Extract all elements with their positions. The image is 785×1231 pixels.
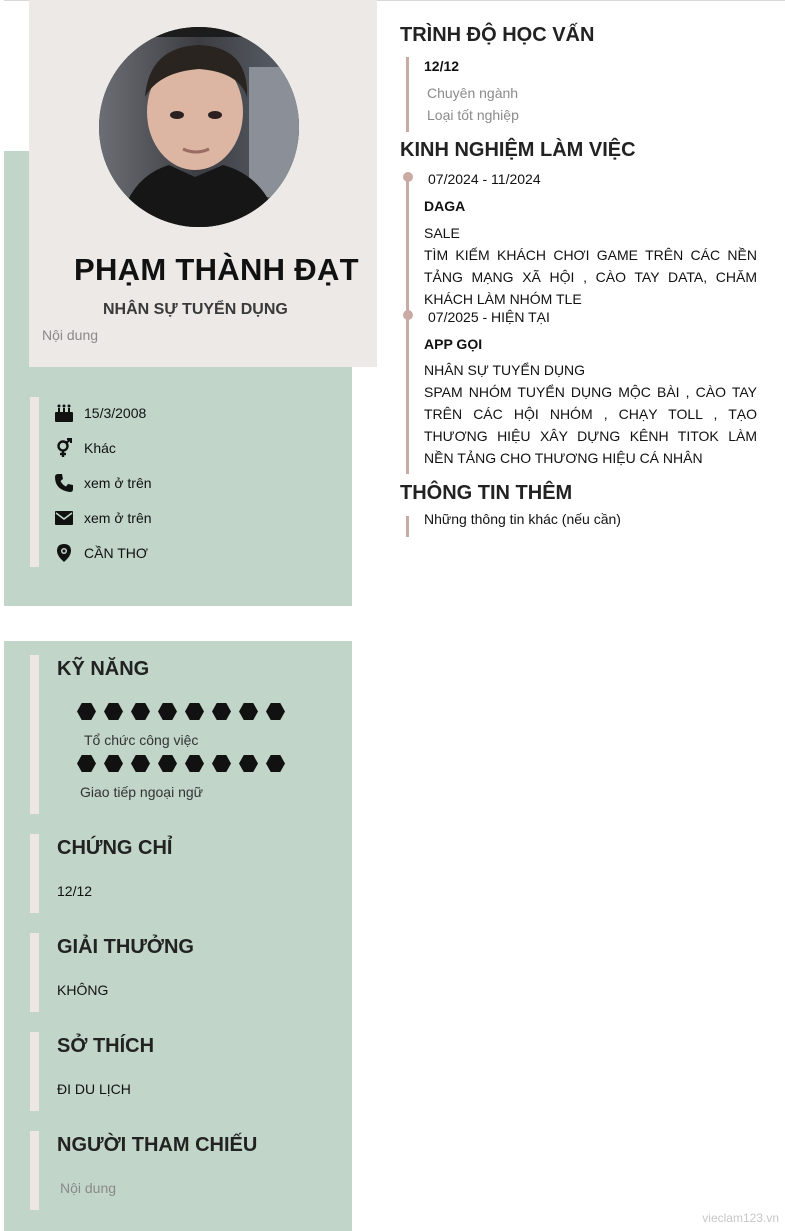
contact-accent-bar [30, 397, 39, 567]
skill-dot [158, 703, 177, 720]
contact-value: CẦN THƠ [84, 545, 148, 561]
education-school: 12/12 [424, 58, 460, 74]
contact-value: Khác [84, 440, 116, 456]
timeline-dot [403, 172, 413, 182]
awards-title: GIẢI THƯỞNG [57, 936, 194, 958]
experience-title: KINH NGHIỆM LÀM VIỆC [400, 139, 636, 161]
gender-icon [54, 438, 74, 458]
references-accent-bar [30, 1131, 39, 1210]
skill-dot [185, 755, 204, 772]
skill-dot [77, 703, 96, 720]
timeline-dot [403, 310, 413, 320]
job-description: TÌM KIẾM KHÁCH CHƠI GAME TRÊN CÁC NỀN TẢNG MẠNG XÃ HỘI , CÀO TAY DATA, CHĂM KHÁCH LÀM NHÓM TLE [424, 247, 757, 307]
hobbies-value: ĐI DU LỊCH [57, 1081, 131, 1097]
skill-dot [266, 703, 285, 720]
avatar [99, 27, 299, 227]
awards-accent-bar [30, 933, 39, 1012]
avatar-photo [99, 27, 299, 227]
skill-dot [77, 755, 96, 772]
skill-name: Giao tiếp ngoại ngữ [80, 784, 204, 800]
candidate-name: PHẠM THÀNH ĐẠT [74, 252, 359, 287]
contact-email [54, 506, 152, 530]
job-company: DAGA [424, 198, 466, 214]
skill-dot [185, 703, 204, 720]
experience-timeline-bar [406, 175, 409, 474]
email-icon [54, 508, 74, 528]
education-grade: Loại tốt nghiệp [427, 107, 519, 123]
skill-dot [212, 755, 231, 772]
job-position: NHÂN SỰ TUYỂN DỤNG [424, 362, 586, 378]
phone-icon [54, 473, 74, 493]
hobbies-title: SỞ THÍCH [57, 1035, 155, 1057]
references-value: Nội dung [60, 1180, 117, 1196]
skill-dot [266, 755, 285, 772]
job-title: NHÂN SỰ TUYỂN DỤNG [103, 301, 288, 318]
job-company: APP GỌI [424, 336, 483, 352]
additional-title: THÔNG TIN THÊM [400, 482, 573, 504]
skill-dot [158, 755, 177, 772]
education-title: TRÌNH ĐỘ HỌC VẤN [400, 24, 595, 46]
education-timeline-bar [406, 57, 409, 132]
job-description: SPAM NHÓM TUYỂN DỤNG MỘC BÀI , CÀO TAY TRÊN CÁC HỘI NHÓM , CHẠY TOLL , TẠO THƯƠNG HIỆU XÂY DỰNG KÊNH TITOK LÀM NỀN TẢNG CHO THƯƠNG HIỆU CÁ NHÂN [424, 384, 757, 466]
contact-value: 15/3/2008 [84, 405, 147, 421]
job-position: SALE [424, 225, 460, 241]
certificates-title: CHỨNG CHỈ [57, 837, 173, 859]
contact-gender [54, 436, 116, 460]
skill-dot [239, 703, 258, 720]
skills-title: KỸ NĂNG [57, 658, 150, 680]
hobbies-accent-bar [30, 1032, 39, 1111]
contact-value: xem ở trên [84, 475, 152, 491]
certificates-accent-bar [30, 834, 39, 913]
skill-dot [104, 755, 123, 772]
job-period: 07/2024 - 11/2024 [428, 171, 541, 187]
job-period: 07/2025 - HIỆN TẠI [428, 309, 550, 325]
skill-rating-1 [77, 703, 285, 720]
contact-address [54, 541, 148, 565]
education-major: Chuyên ngành [427, 85, 519, 101]
contact-phone [54, 471, 152, 495]
awards-value: KHÔNG [57, 982, 109, 998]
skill-dot [131, 755, 150, 772]
skill-name: Tổ chức công việc [84, 732, 199, 748]
contact-birthday [54, 401, 147, 425]
references-title: NGƯỜI THAM CHIẾU [57, 1134, 258, 1156]
location-icon [54, 543, 74, 563]
skill-dot [239, 755, 258, 772]
contact-value: xem ở trên [84, 510, 152, 526]
skill-dot [212, 703, 231, 720]
skill-rating-2 [77, 755, 285, 772]
skill-dot [131, 703, 150, 720]
birthday-cake-icon [54, 403, 74, 423]
intro-text: Nội dung [42, 327, 99, 343]
additional-timeline-bar [406, 516, 409, 537]
skill-dot [104, 703, 123, 720]
skills-accent-bar [30, 655, 39, 814]
additional-value: Những thông tin khác (nếu cần) [424, 511, 621, 527]
certificates-value: 12/12 [57, 883, 93, 899]
watermark: vieclam123.vn [702, 1211, 779, 1225]
